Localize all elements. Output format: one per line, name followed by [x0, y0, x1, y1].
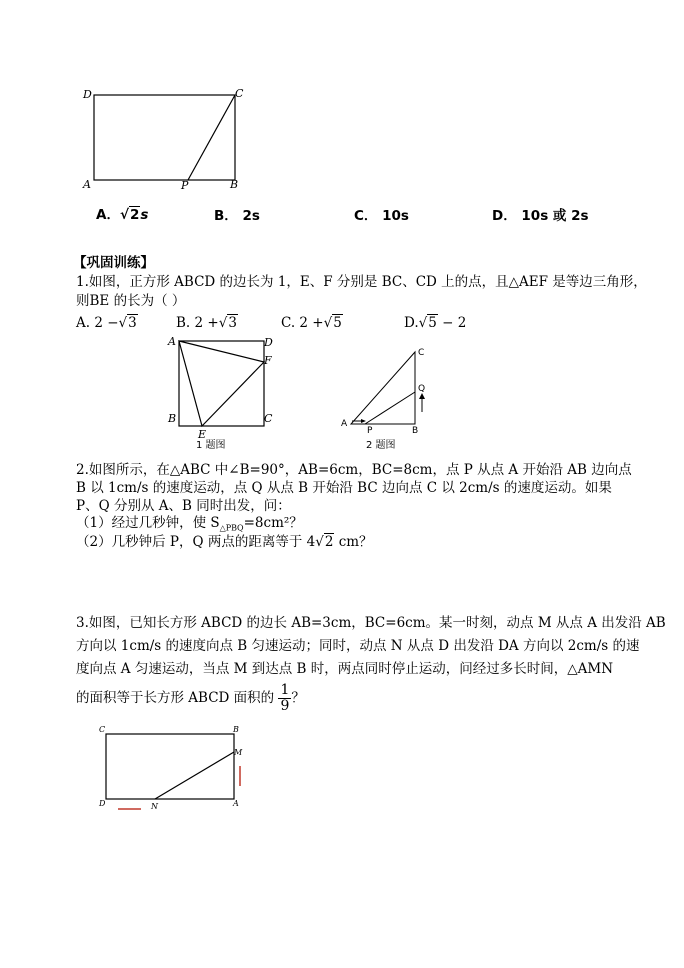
fig1-label-a: A — [168, 335, 176, 348]
fig3-label-c: C — [99, 725, 106, 734]
section-title: 【巩固训练】 — [73, 255, 154, 271]
option-a-root: 2 — [129, 207, 140, 223]
fig2-label-p: P — [367, 426, 373, 436]
q3-line4 — [76, 682, 305, 714]
q3-line4-suffix: ？ — [291, 690, 305, 706]
fig2-arrow-p-head — [361, 419, 366, 423]
q2-part1-sub: △PBQ — [219, 523, 244, 533]
option-a-unit: s — [140, 207, 149, 223]
fig2-label-b: B — [412, 426, 419, 436]
option-a: A．√2s — [96, 207, 149, 223]
fig1-caption: 1 题图 — [196, 440, 226, 451]
q3-fraction: $\frac{1}{9}$ — [280, 682, 290, 714]
q3-line3: 度向点 A 匀速运动，当点 M 到达点 B 时，两点同时停止运动，问经过多长时间，△AMN — [76, 661, 614, 677]
fig3-label-n: N — [151, 802, 158, 811]
top-rectangle — [94, 95, 235, 180]
option-a-prefix: A． — [96, 207, 120, 223]
figure-3 — [96, 722, 256, 817]
label-d: D — [83, 88, 92, 101]
q3-line4-prefix: 的面积等于长方形 ABCD 面积的 — [76, 690, 275, 706]
fig3-label-m: M — [234, 748, 243, 757]
fig3-label-d: D — [99, 799, 106, 808]
option-d: D． 10s 或 2s — [492, 208, 589, 224]
fig1-square — [179, 341, 264, 426]
q1-line2: 则BE 的长为（ ） — [76, 293, 186, 309]
label-c: C — [235, 87, 244, 100]
q1-option-b: B. 2 +√3 — [176, 315, 237, 331]
fig2-segment-pq — [365, 392, 415, 424]
q3-line2: 方向以 1cm/s 的速度向点 B 匀速运动；同时，动点 N 从点 D 出发沿 DA 方向以 2cm/s 的速 — [76, 638, 640, 654]
label-p: P — [181, 179, 189, 192]
fig3-label-b: B — [233, 725, 239, 734]
label-a: A — [83, 178, 91, 191]
fig2-label-q: Q — [418, 384, 426, 394]
q2-part2: （2）几秒钟后 P，Q 两点的距离等于 4√2 cm？ — [76, 534, 373, 550]
top-figure — [78, 82, 248, 192]
q1-option-c: C. 2 +√5 — [281, 315, 342, 331]
fig2-caption: 2 题图 — [366, 440, 396, 451]
segment-cp — [188, 95, 235, 180]
fig2-label-a: A — [341, 419, 348, 429]
q3-line1: 3.如图，已知长方形 ABCD 的边长 AB=3cm，BC=6cm。某一时刻，动点 M 从点 A 出发沿 AB — [76, 615, 666, 631]
fig1-label-e: E — [198, 428, 207, 441]
fig1-triangle-aef — [179, 341, 264, 426]
fig1-label-b: B — [168, 412, 177, 425]
q2-line3: P、Q 分别从 A、B 同时出发，问： — [76, 498, 291, 514]
fig2-label-c: C — [418, 348, 425, 358]
q2-line1: 2.如图所示，在△ABC 中∠B=90°，AB=6cm，BC=8cm，点 P 从点 A 开始沿 AB 边向点 — [76, 462, 632, 478]
fig3-segment-nm — [155, 752, 234, 799]
q2-part1: （1）经过几秒钟，使 $S_{\triangle PBQ}=8cm^2$？ — [76, 515, 303, 533]
q1-option-a: A. 2 −√3 — [76, 315, 137, 331]
figure-2 — [336, 342, 436, 442]
q2-line2: B 以 1cm/s 的速度运动，点 Q 从点 B 开始沿 BC 边向点 C 以 2cm/s 的速度运动。如果 — [76, 480, 612, 496]
fig1-label-d: D — [264, 336, 273, 349]
option-c: C． 10s — [354, 208, 409, 224]
fig3-rectangle — [106, 734, 234, 799]
fig3-label-a: A — [233, 799, 239, 808]
fig2-triangle-abc — [351, 352, 415, 424]
option-b: B． 2s — [214, 208, 260, 224]
q2-part2-root: 2 — [324, 534, 334, 550]
label-b: B — [230, 178, 239, 191]
q1-option-d: D.√5 − 2 — [404, 315, 467, 331]
fig1-label-f: F — [264, 354, 272, 367]
fig1-label-c: C — [264, 412, 273, 425]
q1-line1: 1.如图，正方形 ABCD 的边长为 1，E、F 分别是 BC、CD 上的点，且△AEF 是等边三角形， — [76, 274, 647, 290]
figure-1 — [165, 334, 280, 452]
